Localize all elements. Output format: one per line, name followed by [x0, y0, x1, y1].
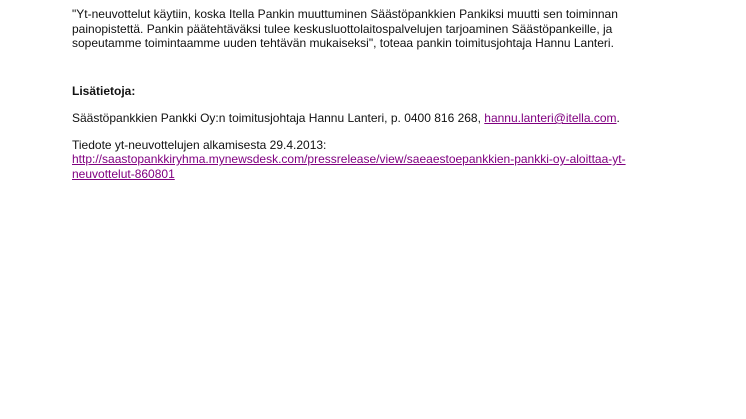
quote-line: "Yt-neuvottelut käytiin, koska Itella Pankin muuttuminen Säästöpankkien Pankiksi muutti sen toiminnan [72, 7, 618, 21]
contact-end: . [616, 111, 620, 125]
contact-paragraph [72, 111, 672, 126]
notice-label: Tiedote yt-neuvottelujen alkamisesta 29.4.2013: [72, 137, 327, 152]
quote-paragraph [72, 7, 672, 51]
quote-line: painopistettä. Pankin päätehtäväksi tulee keskusluottolaitospalvelujen tarjoaminen Säästöpankeille, ja [72, 21, 613, 36]
press-release-link[interactable]: http://saastopankkiryhma.mynewsdesk.com/pressrelease/view/saeaestoepankkien-pankki-oy-aloittaa-yt- [72, 152, 626, 166]
more-info-heading: Lisätietoja: [72, 83, 136, 98]
contact-email-link[interactable]: hannu.lanteri@itella.com [484, 111, 617, 125]
notice-url-line [72, 152, 672, 167]
contact-text: Säästöpankkien Pankki Oy:n toimitusjohtaja Hannu Lanteri, p. 0400 816 268, [72, 111, 485, 125]
document-page [72, 7, 672, 181]
quote-line: sopeutamme toimintaamme uuden tehtävän mukaiseksi", toteaa pankin toimitusjohtaja Hannu Lanteri. [72, 36, 614, 50]
notice-paragraph [72, 138, 672, 182]
press-release-link-continued[interactable]: neuvottelut-860801 [72, 166, 175, 181]
notice-url-line [72, 167, 672, 182]
